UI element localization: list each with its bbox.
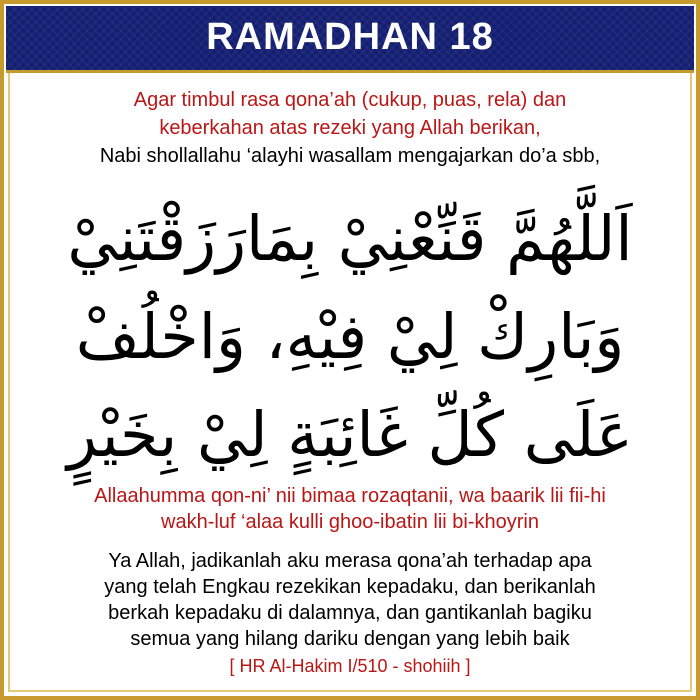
arabic-line-2: وَبَارِكْ لِيْ فِيْهِ، وَاخْلُفْ	[75, 300, 625, 373]
hadith-source: [ HR Al-Hakim I/510 - shohiih ]	[229, 656, 471, 676]
meaning-text	[20, 548, 680, 652]
page-title: RAMADHAN 18	[206, 16, 494, 58]
meaning-line-3: berkah kepadaku di dalamnya, dan gantikanlah bagiku	[108, 602, 592, 624]
intro-line-1: Agar timbul rasa qona’ah (cukup, puas, rela) dan	[133, 89, 567, 111]
arabic-line-3: عَلَى كُلِّ غَائِبَةٍ لِيْ بِخَيْرٍ	[67, 398, 633, 471]
intro-line-3: Nabi shollallahu ‘alayhi wasallam mengajarkan do’a sbb,	[99, 145, 601, 167]
meaning-line-1: Ya Allah, jadikanlah aku merasa qona’ah terhadap apa	[108, 550, 592, 572]
header-banner	[6, 6, 694, 73]
meaning-line-2: yang telah Engkau rezekikan kepadaku, dan berikanlah	[104, 576, 596, 598]
intro-line-2: keberkahan atas rezeki yang Allah berikan,	[159, 117, 541, 139]
transliteration-line-2: wakh-luf ‘alaa kulli ghoo-ibatin lii bi-khoyrin	[161, 511, 539, 533]
arabic-prayer	[20, 190, 680, 484]
meaning-line-4: semua yang hilang dariku dengan yang lebih baik	[130, 628, 570, 650]
transliteration	[20, 483, 680, 535]
intro-text	[20, 86, 680, 170]
arabic-line-1: اَللَّهُمَّ قَنِّعْنِيْ بِمَارَزَقْتَنِيْ	[67, 202, 633, 275]
transliteration-line-1: Allaahumma qon-ni’ nii bimaa rozaqtanii, wa baarik lii fii-hi	[94, 485, 606, 507]
